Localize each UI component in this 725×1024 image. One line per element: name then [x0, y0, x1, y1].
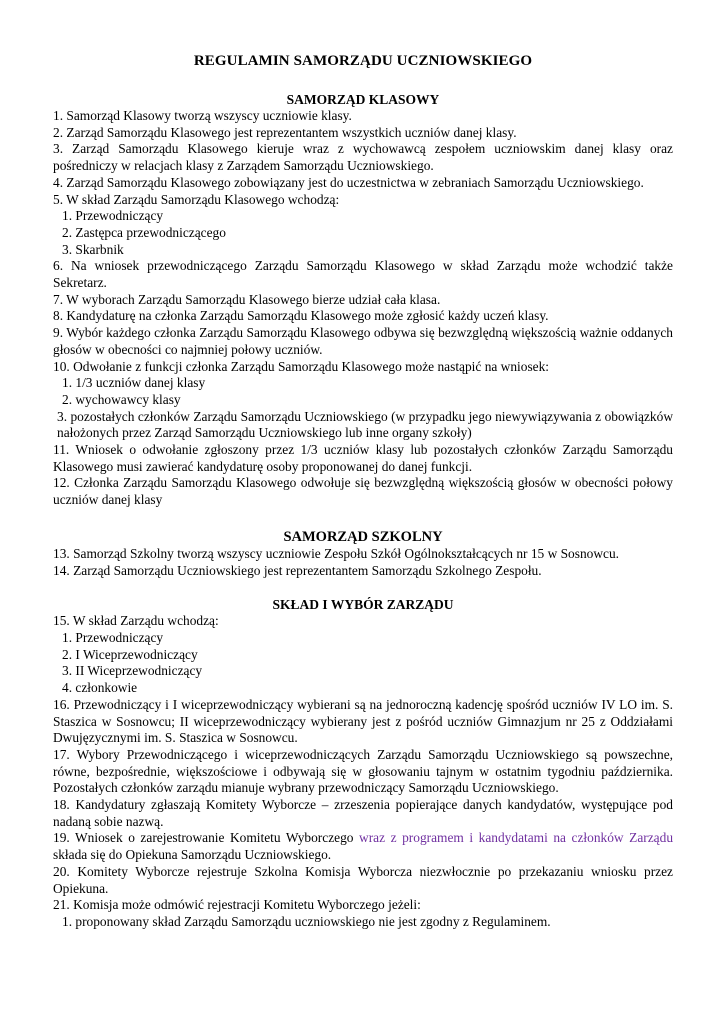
paragraph-11: 11. Wniosek o odwołanie zgłoszony przez 1/3 uczniów klasy lub pozostałych członków Zarządu Samorządu Klasowego musi zawierać kandydaturę osoby proponowanej do danej funkcji.: [53, 442, 673, 474]
paragraph-9: 9. Wybór każdego członka Zarządu Samorządu Klasowego odbywa się bezwzględną większością ważnie oddanych głosów w obecności co najmniej połowy uczniów.: [53, 325, 673, 357]
paragraph-5: 5. W skład Zarządu Samorządu Klasowego wchodzą:: [53, 191, 340, 207]
paragraph-14: 14. Zarząd Samorządu Uczniowskiego jest reprezentantem Samorządu Szkolnego Zespołu.: [53, 562, 542, 578]
list-item: 4. członkowie: [62, 680, 138, 696]
highlighted-text: wraz z programem i kandydatami na członków Zarządu: [359, 830, 674, 846]
section-board-composition: [53, 596, 673, 930]
paragraph-3: 3. Zarząd Samorządu Klasowego kieruje wraz z wychowawcą zespołem uczniowskim danej klasy oraz pośredniczy w relacjach klasy z Zarządem Samorządu Uczniowskiego.: [53, 141, 673, 174]
paragraph-19: [53, 830, 673, 863]
section-heading-school-council: SAMORZĄD SZKOLNY: [283, 528, 443, 545]
list-item: 2. I Wiceprzewodniczący: [62, 646, 198, 662]
section-class-council: [53, 91, 673, 509]
paragraph-15: 15. W skład Zarządu wchodzą:: [53, 613, 219, 629]
paragraph-6: 6. Na wniosek przewodniczącego Zarządu Samorządu Klasowego w skład Zarządu może wchodzić także Sekretarz.: [53, 258, 673, 291]
list-item: 2. wychowawcy klasy: [62, 391, 181, 407]
section-school-council: [53, 529, 673, 579]
list-item: 3. II Wiceprzewodniczący: [62, 663, 203, 679]
section-heading-class-council: SAMORZĄD KLASOWY: [286, 92, 440, 107]
section-heading-board-composition: SKŁAD I WYBÓR ZARZĄDU: [272, 597, 454, 613]
list-item: 3. Skarbnik: [62, 241, 124, 257]
list-item: 1. Przewodniczący: [62, 629, 164, 645]
list-item: 1. proponowany skład Zarządu Samorządu uczniowskiego nie jest zgodny z Regulaminem.: [62, 913, 551, 929]
paragraph-2: 2. Zarząd Samorządu Klasowego jest reprezentantem wszystkich uczniów danej klasy.: [53, 124, 517, 140]
paragraph-16: 16. Przewodniczący i I wiceprzewodniczący wybierani są na jednoroczną kadencję spośród uczniów IV LO im. S. Staszica w Sosnowcu; II wiceprzewodniczący wybierany jest z pośród uczniów Gimnazjum nr 25 z Oddziałami Dwujęzycznymi im. S. Staszica w Sosnowcu.: [53, 696, 673, 746]
paragraph-17: 17. Wybory Przewodniczącego i wiceprzewodniczących Zarządu Samorządu Uczniowskiego są powszechne, równe, bezpośrednie, większościowe i odbywają się w głosowaniu tajnym w ostatnim tygodniu października. Pozostałych członków zarządu mianuje wybrany przewodniczący Samorządu Uczniowskiego.: [53, 746, 673, 796]
paragraph-10: 10. Odwołanie z funkcji członka Zarządu Samorządu Klasowego może nastąpić na wniosek:: [53, 358, 550, 374]
document-page: [53, 52, 673, 931]
paragraph-8: 8. Kandydaturę na członka Zarządu Samorządu Klasowego może zgłosić każdy uczeń klasy.: [53, 308, 549, 324]
list-item: 2. Zastępca przewodniczącego: [62, 224, 226, 240]
paragraph-20: 20. Komitety Wyborcze rejestruje Szkolna Komisja Wyborcza niezwłocznie po przekazaniu wniosku przez Opiekuna.: [53, 863, 673, 896]
list-item: 1. Przewodniczący: [62, 208, 164, 224]
paragraph-7: 7. W wyborach Zarządu Samorządu Klasowego bierze udział cała klasa.: [53, 291, 441, 307]
paragraph-13: 13. Samorząd Szkolny tworzą wszyscy uczniowie Zespołu Szkół Ogólnokształcących nr 15 w Sosnowcu.: [53, 545, 620, 561]
paragraph-19-end: składa się do Opiekuna Samorządu Uczniowskiego.: [53, 847, 332, 863]
list-item: 1. 1/3 uczniów danej klasy: [62, 375, 206, 391]
paragraph-1: 1. Samorząd Klasowy tworzą wszyscy uczniowie klasy.: [53, 108, 352, 123]
paragraph-4: 4. Zarząd Samorządu Klasowego zobowiązany jest do uczestnictwa w zebraniach Samorządu Uczniowskiego.: [53, 174, 644, 190]
document-title: REGULAMIN SAMORZĄDU UCZNIOWSKIEGO: [193, 53, 533, 69]
paragraph-12: 12. Członka Zarządu Samorządu Klasowego odwołuje się bezwzględną większością głosów w obecności połowy uczniów danej klasy: [53, 475, 673, 508]
paragraph-18: 18. Kandydatury zgłaszają Komitety Wyborcze – zrzeszenia popierające danych kandydatów, występujące pod nadaną sobie nazwą.: [53, 797, 673, 829]
paragraph-19-start: 19. Wniosek o zarejestrowanie Komitetu Wyborczego: [53, 830, 360, 846]
list-item: 3. pozostałych członków Zarządu Samorządu Uczniowskiego (w przypadku jego niewywiązywania z obowiązków nałożonych przez Zarząd Samorządu Uczniowskiego lub inne organy szkoły): [57, 408, 673, 441]
paragraph-21: 21. Komisja może odmówić rejestracji Komitetu Wyborczego jeżeli:: [53, 897, 421, 913]
